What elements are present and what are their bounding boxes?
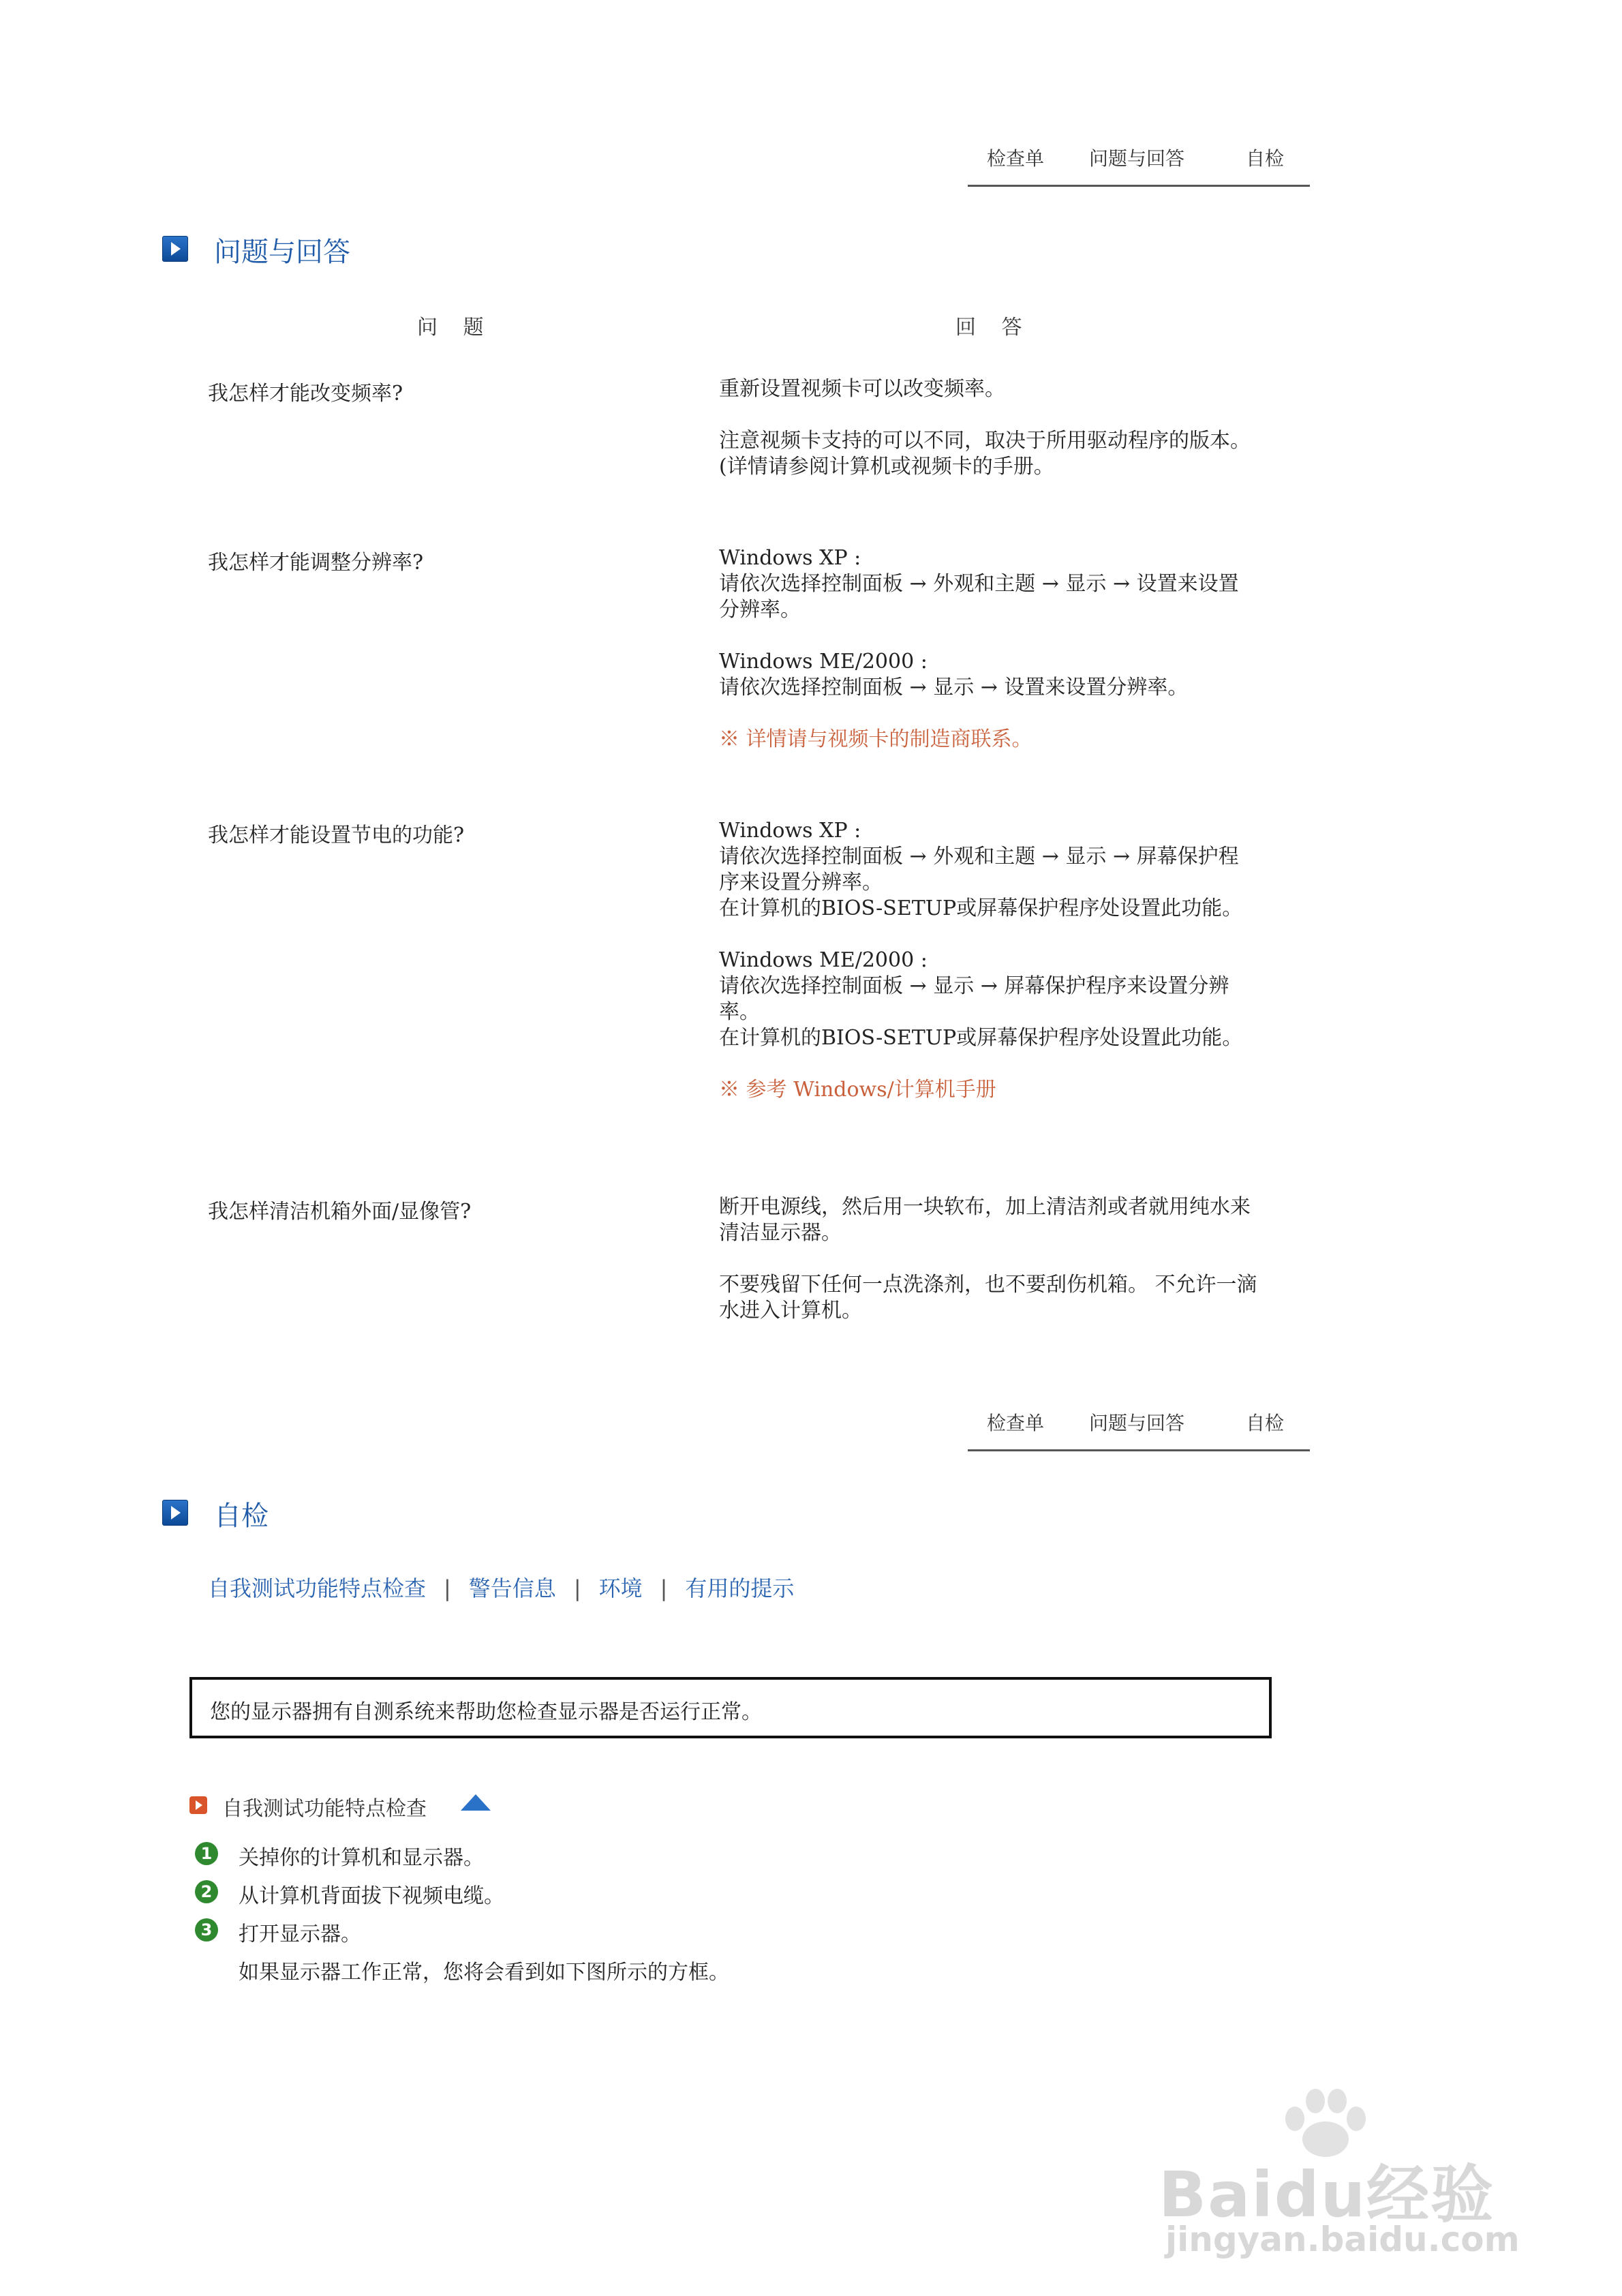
subsection-arrow-icon — [189, 1796, 207, 1814]
answer-1-line-1: 重新设置视频卡可以改变频率。 — [719, 377, 1005, 401]
nav-qa-link-2[interactable]: 问题与回答 — [1089, 1412, 1185, 1434]
answer-2-line-3: Windows ME/2000 : — [719, 650, 928, 674]
link-separator: | — [573, 1575, 581, 1601]
link-environment[interactable]: 环境 — [598, 1575, 643, 1601]
step-text-3: 打开显示器。 — [239, 1922, 361, 1946]
question-3: 我怎样才能设置节电的功能? — [208, 824, 465, 847]
selftest-section-title: 自检 — [214, 1500, 269, 1532]
baidu-watermark — [1159, 2086, 1540, 2263]
question-column-header: 问 题 — [417, 316, 493, 339]
answer-2-line-4: 请依次选择控制面板 → 显示 → 设置来设置分辨率。 — [719, 676, 1189, 699]
bottom-nav — [968, 1404, 1310, 1451]
step-number-2: 2 — [195, 1880, 218, 1903]
nav-checklist-link-2[interactable]: 检查单 — [987, 1412, 1045, 1434]
nav-qa-link[interactable]: 问题与回答 — [1089, 147, 1185, 170]
answer-3-line-1: Windows XP : — [719, 819, 861, 843]
answer-4-line-1: 断开电源线，然后用一块软布，加上清洁剂或者就用纯水来清洁显示器。 — [719, 1195, 1251, 1245]
answer-3-note: ※ 参考 Windows/计算机手册 — [719, 1078, 996, 1102]
question-4: 我怎样清洁机箱外面/显像管? — [208, 1200, 472, 1224]
answer-2-line-2: 请依次选择控制面板 → 外观和主题 → 显示 → 设置来设置分辨率。 — [719, 572, 1239, 622]
intro-box — [189, 1677, 1272, 1738]
answer-3-line-4: Windows ME/2000 : — [719, 948, 928, 972]
step-number-1: 1 — [195, 1842, 218, 1865]
nav-checklist-link[interactable]: 检查单 — [987, 147, 1045, 170]
qa-section-title: 问题与回答 — [214, 237, 350, 268]
link-tips[interactable]: 有用的提示 — [685, 1575, 795, 1601]
nav-selftest-link[interactable]: 自检 — [1246, 147, 1285, 170]
link-separator: | — [444, 1575, 451, 1601]
subsection-title: 自我测试功能特点检查 — [222, 1797, 427, 1821]
link-selftest-feature[interactable]: 自我测试功能特点检查 — [208, 1575, 427, 1601]
answer-3-line-5: 请依次选择控制面板 → 显示 → 屏幕保护程序来设置分辨率。 — [719, 974, 1229, 1024]
question-2: 我怎样才能调整分辨率? — [208, 551, 424, 575]
step-3-detail: 如果显示器工作正常，您将会看到如下图所示的方框。 — [239, 1961, 729, 1984]
answer-2-note: ※ 详情请与视频卡的制造商联系。 — [719, 727, 1032, 751]
answer-4-line-2: 不要残留下任何一点洗涤剂，也不要刮伤机箱。 不允许一滴水进入计算机。 — [719, 1273, 1257, 1323]
answer-3-line-3: 在计算机的BIOS-SETUP或屏幕保护程序处设置此功能。 — [719, 896, 1243, 920]
answer-2-line-1: Windows XP : — [719, 546, 861, 570]
selftest-links — [208, 1571, 794, 1603]
answer-3-line-2: 请依次选择控制面板 → 外观和主题 → 显示 → 屏幕保护程序来设置分辨率。 — [719, 845, 1239, 894]
answer-column-header: 回 答 — [955, 316, 1032, 339]
nav-selftest-link-2[interactable]: 自检 — [1246, 1412, 1285, 1434]
intro-text: 您的显示器拥有自测系统来帮助您检查显示器是否运行正常。 — [210, 1700, 762, 1724]
link-warning[interactable]: 警告信息 — [468, 1575, 556, 1601]
step-number-3: 3 — [195, 1918, 218, 1942]
answer-1-line-3: (详情请参阅计算机或视频卡的手册。 — [719, 455, 1054, 479]
question-1: 我怎样才能改变频率? — [208, 382, 403, 406]
step-text-1: 关掉你的计算机和显示器。 — [239, 1846, 484, 1870]
link-separator: | — [660, 1575, 668, 1601]
answer-1-line-2: 注意视频卡支持的可以不同，取决于所用驱动程序的版本。 — [719, 429, 1251, 453]
answer-1 — [719, 376, 1257, 480]
back-to-top-icon[interactable] — [461, 1794, 491, 1811]
section-arrow-icon — [162, 236, 188, 262]
watermark-url: jingyan.baidu.com — [1165, 2220, 1520, 2259]
section-arrow-icon-2 — [162, 1500, 188, 1526]
answer-4 — [719, 1194, 1257, 1324]
answer-2 — [719, 545, 1257, 753]
watermark-brand: Baidu经验 — [1159, 2158, 1495, 2231]
answer-3-line-6: 在计算机的BIOS-SETUP或屏幕保护程序处设置此功能。 — [719, 1026, 1243, 1050]
step-text-2: 从计算机背面拔下视频电缆。 — [239, 1884, 504, 1908]
top-nav — [968, 140, 1310, 187]
answer-3 — [719, 818, 1257, 1103]
